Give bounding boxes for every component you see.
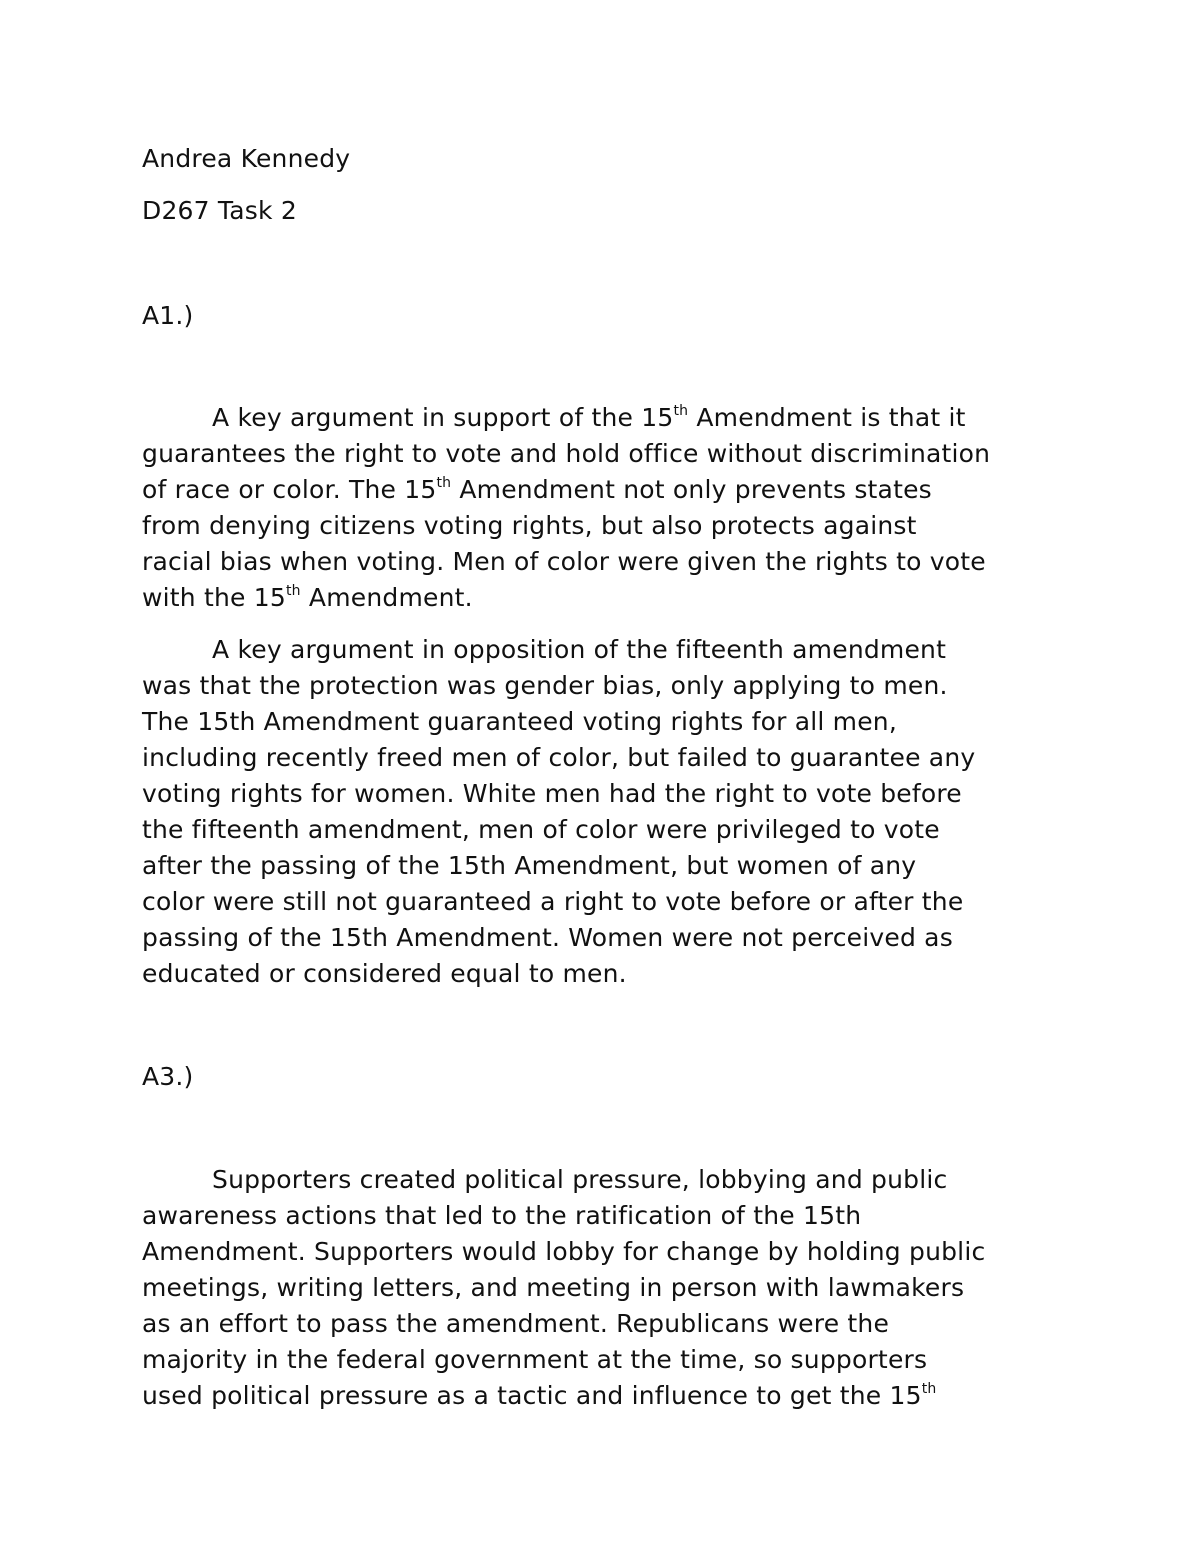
paragraph-line: the fifteenth amendment, men of color were privileged to vote: [142, 815, 940, 844]
paragraph-support-argument: [142, 400, 1082, 616]
paragraph-line: A key argument in support of the 15th Amendment is that it: [212, 402, 966, 432]
author-name: Andrea Kennedy: [142, 144, 351, 173]
paragraph-line: of race or color. The 15th Amendment not only prevents states: [142, 474, 932, 504]
paragraph-line: including recently freed men of color, but failed to guarantee any: [142, 743, 976, 772]
paragraph-line: after the passing of the 15th Amendment, but women of any: [142, 851, 917, 880]
paragraph-line: used political pressure as a tactic and influence to get the 15th: [142, 1380, 937, 1410]
paragraph-line: passing of the 15th Amendment. Women were not perceived as: [142, 923, 953, 952]
section-heading-a3: A3.): [142, 1062, 194, 1091]
paragraph-line: Amendment. Supporters would lobby for change by holding public: [142, 1237, 986, 1266]
paragraph-supporters-actions: [142, 1162, 1082, 1414]
paragraph-line: voting rights for women. White men had the right to vote before: [142, 779, 962, 808]
paragraph-line: with the 15th Amendment.: [142, 582, 473, 612]
paragraph-line: guarantees the right to vote and hold office without discrimination: [142, 439, 991, 468]
paragraph-line: The 15th Amendment guaranteed voting rights for all men,: [142, 707, 897, 736]
paragraph-line: color were still not guaranteed a right to vote before or after the: [142, 887, 964, 916]
paragraph-line: majority in the federal government at the time, so supporters: [142, 1345, 928, 1374]
paragraph-line: was that the protection was gender bias, only applying to men.: [142, 671, 948, 700]
paragraph-line: meetings, writing letters, and meeting in person with lawmakers: [142, 1273, 965, 1302]
paragraph-line: educated or considered equal to men.: [142, 959, 627, 988]
paragraph-line: racial bias when voting. Men of color were given the rights to vote: [142, 547, 986, 576]
paragraph-line: as an effort to pass the amendment. Republicans were the: [142, 1309, 890, 1338]
paragraph-line: A key argument in opposition of the fifteenth amendment: [212, 635, 947, 664]
paragraph-opposition-argument: [142, 632, 1082, 992]
paragraph-line: Supporters created political pressure, lobbying and public: [212, 1165, 948, 1194]
paragraph-line: from denying citizens voting rights, but also protects against: [142, 511, 917, 540]
paragraph-line: awareness actions that led to the ratification of the 15th: [142, 1201, 862, 1230]
section-heading-a1: A1.): [142, 301, 194, 330]
course-title: D267 Task 2: [142, 196, 297, 225]
